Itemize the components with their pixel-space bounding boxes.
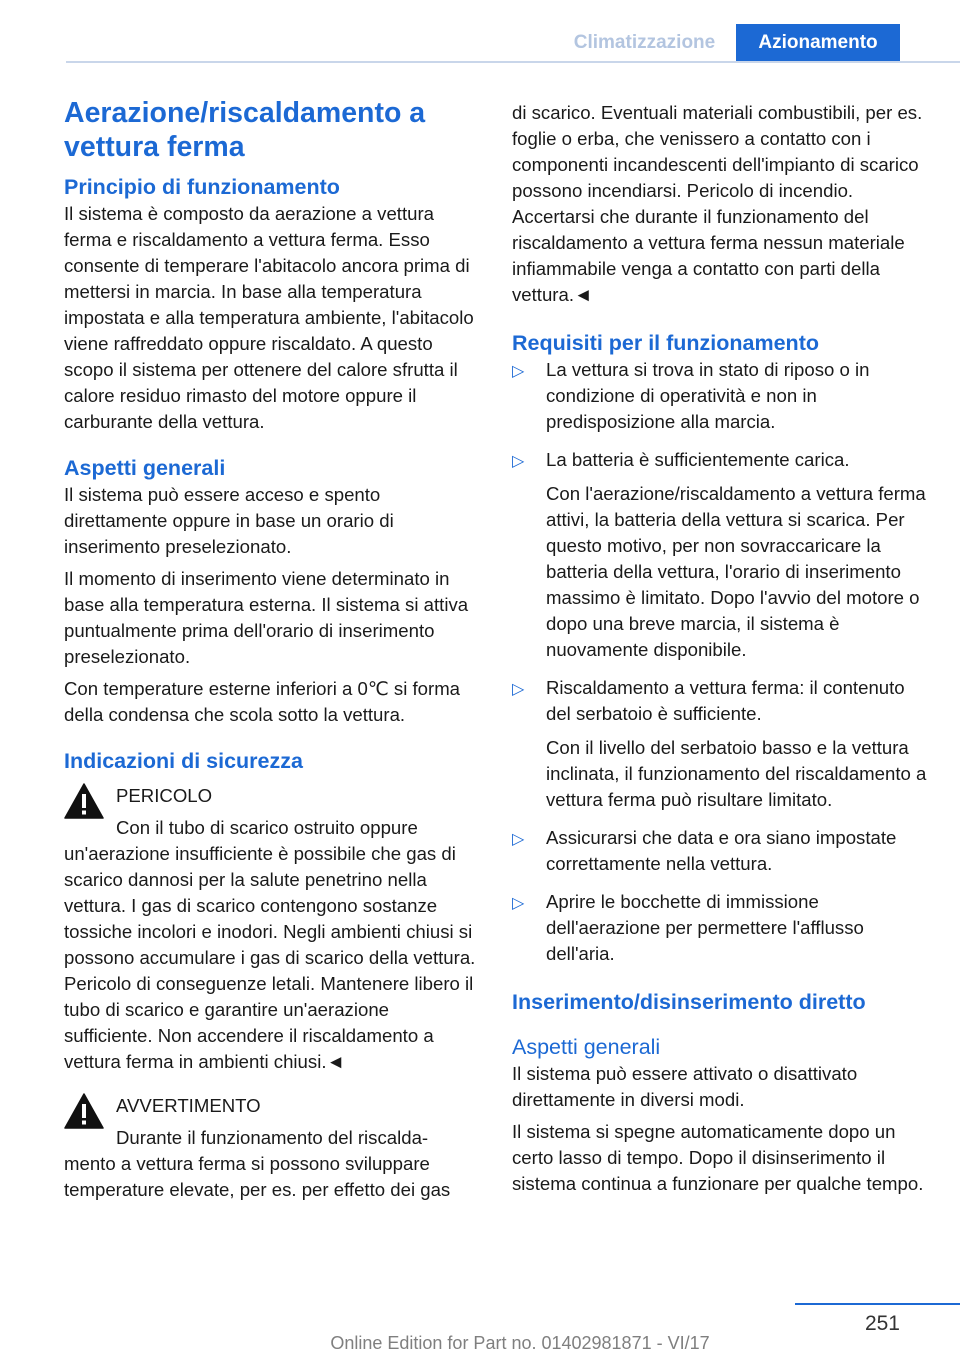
warning-triangle-icon	[64, 1093, 104, 1129]
header-tab-azionamento[interactable]: Azionamento	[736, 24, 900, 61]
danger-text: un'aerazione insufficiente è possibile che gas di scarico dannosi per la salute penetrino nella vettura. I gas di scarico contengono sostanze tossiche incolori e inodori. Negli ambienti chiusi si possono accumulare i gas di scarico della vettura. Pericolo di conseguenze letali. Mantenere libero il tubo di scarico e garantire un'aerazione sufficiente. Non accendere il riscaldamento a vettura ferma in ambienti chiusi.◄	[64, 843, 476, 1072]
header-tab-climatizzazione[interactable]: Climatizzazione	[573, 31, 716, 53]
list-item	[512, 447, 932, 663]
page-number: 251	[864, 1312, 900, 1335]
list-item-subtext: Con il livello del serbatoio basso e la vettura inclinata, il funzionamento del riscaldamento a vettura ferma può risultare limitato.	[546, 737, 927, 810]
bullet-icon: ▷	[512, 831, 525, 848]
header-rule	[66, 61, 960, 63]
right-column	[512, 100, 932, 1197]
list-item	[512, 357, 932, 435]
requirements-list	[512, 357, 932, 967]
edition-footer: Online Edition for Part no. 01402981871 - VI/17	[330, 1333, 710, 1353]
general-paragraph-1: Il sistema può essere acceso e spento direttamente oppure in base un orario di inserimento preselezionato.	[64, 484, 394, 557]
page-title: Aerazione/riscaldamento a vettura ferma	[64, 97, 426, 163]
list-item-text: Assicurarsi che data e ora siano impostate correttamente nella vettura.	[546, 827, 897, 874]
bullet-icon: ▷	[512, 895, 525, 912]
warning-notice	[64, 1093, 482, 1203]
list-item-text: La batteria è sufficientemente carica.	[546, 449, 850, 470]
danger-notice	[64, 783, 482, 1075]
bullet-icon: ▷	[512, 681, 525, 698]
warning-triangle-icon	[64, 783, 104, 819]
list-item	[512, 889, 932, 967]
warning-continuation: di scarico. Eventuali materiali combustibili, per es. foglie o erba, che venissero a contatto con i componenti incandescenti dell'impianto di scarico possono incendiarsi. Pericolo di incendio. Accertarsi che durante il funzionamento del riscaldamento a vettura ferma nessun materiale infiammabile venga a contatto con parti della vettura.◄	[512, 102, 923, 305]
requirements-heading: Requisiti per il funzionamento	[512, 331, 819, 355]
footer-rule	[795, 1303, 960, 1305]
list-item	[512, 825, 932, 877]
warning-title: AVVERTIMENTO	[116, 1095, 261, 1116]
direct-switching-heading: Inserimento/disinserimento diretto	[512, 990, 866, 1014]
general-paragraph-3: Con temperature esterne inferiori a 0℃ si forma della condensa che scola sotto la vettura.	[64, 678, 461, 725]
list-item	[512, 675, 932, 813]
direct-paragraph-1: Il sistema può essere attivato o disattivato direttamente in diversi modi.	[512, 1063, 858, 1110]
list-item-text: La vettura si trova in stato di riposo o in condizione di operatività e non in predisposizione alla marcia.	[546, 359, 870, 432]
general-paragraph-2: Il momento di inserimento viene determinato in base alla temperatura esterna. Il sistema si attiva puntualmente prima dell'orario di inserimento preselezionato.	[64, 568, 469, 667]
bullet-icon: ▷	[512, 363, 525, 380]
left-column	[64, 96, 482, 1203]
list-item-text: Aprire le bocchette di immissione dell'aerazione per permettere l'afflusso dell'aria.	[546, 891, 864, 964]
direct-general-heading: Aspetti generali	[512, 1035, 661, 1059]
principle-heading: Principio di funzionamento	[64, 175, 340, 199]
principle-text: Il sistema è composto da aerazione a vettura ferma e riscaldamento a vettura ferma. Esso consente di temperare l'abitacolo ancora prima di mettersi in marcia. In base alla temperatura impostata e alla temperatura ambiente, l'abitacolo viene raffreddato oppure riscaldato. A questo scopo il sistema per ottenere del calore sfrutta il calore residuo rimasto del motore oppure il carburante della vettura.	[64, 203, 474, 432]
list-item-subtext: Con l'aerazione/riscaldamento a vettura ferma attivi, la batteria della vettura si scarica. Per questo motivo, per non sovraccaricare la batteria della vettura, l'orario di inserimento massimo è limitato. Dopo l'avvio del motore o dopo una breve marcia, il sistema è nuovamente disponibile.	[546, 483, 926, 660]
general-heading: Aspetti generali	[64, 456, 226, 480]
warning-first-line: Durante il funzionamento del riscalda-	[116, 1127, 429, 1148]
list-item-text: Riscaldamento a vettura ferma: il contenuto del serbatoio è sufficiente.	[546, 677, 905, 724]
danger-first-line: Con il tubo di scarico ostruito oppure	[116, 817, 418, 838]
warning-text: mento a vettura ferma si possono sviluppare temperature elevate, per es. per effetto dei gas	[64, 1153, 451, 1200]
danger-title: PERICOLO	[116, 785, 213, 806]
safety-heading: Indicazioni di sicurezza	[64, 749, 303, 773]
bullet-icon: ▷	[512, 453, 525, 470]
direct-paragraph-2: Il sistema si spegne automaticamente dopo un certo lasso di tempo. Dopo il disinserimento il sistema continua a funzionare per qualche tempo.	[512, 1121, 924, 1194]
